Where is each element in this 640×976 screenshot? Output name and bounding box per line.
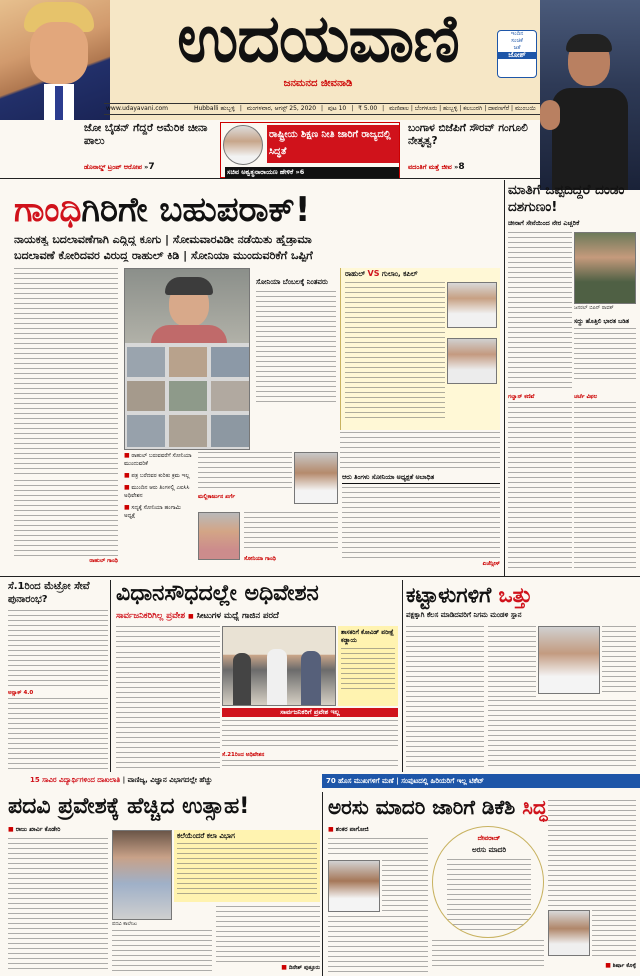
art-box [174,830,320,902]
sonia-quote [198,512,338,572]
dks-photo [328,860,380,912]
teaser-right-kicker: ವದಂತಿಗೆ ಮತ್ತೆ ಜೀವ »8 [408,162,465,172]
mid-rule [0,576,640,577]
session-sub: ಸೆ.21ರಿಂದ ಅಧಿವೇಶನ [222,752,265,758]
rahul-quote [14,480,118,572]
workers-deck: ಪಕ್ಷಕ್ಕಾಗಿ ಕೆಲಸ ಮಾಡಿದವರಿಗೆ ನಿಗಮ ಮಂಡಳಿ ಸ್ಥಾನ [406,612,522,619]
session-deck: ಸಾರ್ವಜನಿಕರಿಗಿಲ್ಲ ಪ್ರವೇಶ ■ ಸೀಟುಗಳ ಮಧ್ಯೆ ಗಾಜಿನ ಪರದೆ [116,612,279,621]
sonia-video-photo [124,268,250,450]
sonia-supporters-box [256,278,336,408]
bottom-rule [322,792,323,976]
dks-body-2 [382,860,428,912]
masthead-subtitle: ಜನಮನದ ಜೀವನಾಡಿ [283,78,353,89]
azad-photo [447,282,497,328]
page-count: ಪುಟ 10 [327,105,347,112]
bullet-2: ■ ಪತ್ರ ಬರೆದವರ ಕುರಿತು ಕ್ರಮ ಇಲ್ಲ [124,472,190,479]
dks-byline: ■ ಶಂಕರ ಪಾಗೋಜಿ [328,826,369,833]
ganguly-photo [540,0,640,190]
china-sub2: ಚರ್ಚೆ ವಿಫಲ [574,394,598,400]
kharge-photo [294,452,338,504]
arasu-circle [432,826,544,938]
teaser-center-kicker: ಸಚಿವ ಅಶ್ವತ್ಥನಾರಾಯಣ ಹೇಳಿಕೆ »6 [225,167,399,178]
teaser-right[interactable] [404,120,540,176]
strip-left: 15 ಸಾವಿರ ವಿದ್ಯಾರ್ಥಿಗಳಿಂದ ದಾಖಲಾತಿ | ವಾಣಿಜ್ಯ, ವಿಜ್ಞಾನ ವಿಭಾಗದಲ್ಲೇ ಹೆಚ್ಚು [30,776,213,784]
china-side-title: ಸದ್ದು ಹೊತ್ತಿಲಿ ಭಾರತ ಬಡಿತ [574,318,630,325]
kharge-quote [198,452,338,508]
kharge-quote-by: ಮಲ್ಲಿಕಾರ್ಜುನ ಖರ್ಗೆ [198,494,236,500]
masthead-title: ಉದಯವಾಣಿ [177,0,459,77]
trump-photo [0,0,110,120]
agency: ಏಜೆನ್ಸೀಸ್ [482,560,500,567]
metro-body-1 [8,610,108,686]
six-months-title: ಆರು ತಿಂಗಳು ಸೋನಿಯಾ ಅಧ್ಯಕ್ಷತೆ ಅಬಾಧಿತ [342,474,500,484]
china-sub1: ಗಲ್ವಾನ್ ಕಣಿವೆ [508,394,535,400]
workers-body-1 [406,626,484,770]
joke-badge [497,30,537,78]
rahul-vs-azad-box [340,268,500,430]
workers-body-4 [488,700,636,770]
rahul-vs-title: ರಾಹುಲ್ VS ಗುಲಾಂ, ಕಪಿಲ್ [345,269,418,278]
right-col-rule [504,180,505,576]
session-headline: ವಿಧಾನಸೌಧದಲ್ಲೇ ಅಧಿವೇಶನ [116,581,319,606]
metro-rule [110,580,111,772]
teaser-center[interactable] [220,122,400,178]
lead-body-col1 [14,268,118,424]
china-deck: ಚೀನಾಗೆ ಸೇನೆಯಿಂದ ನೇರ ಎಚ್ಚರಿಕೆ [508,220,580,227]
minister-photo [223,125,263,165]
teaser-right-headline: ಬಂಗಾಳ ಬಿಜೆಪಿಗೆ ಸೌರವ್ ಗಂಗೂಲಿ ನೇತೃತ್ವ? [408,122,528,147]
china-headline: ಮಾತಿಗೆ ಒಪ್ಪದಿದ್ದರೆ ದಂಡಂ ದಶಗುಣಂ! [508,182,625,215]
session-caption: ಸಾರ್ವಜನಿಕರಿಗೆ ಪ್ರವೇಶ ಇಲ್ಲ [222,708,398,717]
dks-body-4 [548,800,636,908]
session-body-2 [116,652,220,770]
rawat-caption: ಜನರಲ್ ಬಿಪಿನ್ ರಾವತ್ [574,305,614,311]
rawat-photo [574,232,636,304]
arasu-circle-title: ಅರಸು ಮಾದರಿ [471,846,507,854]
degree-credit: ■ ದಿನೇಶ್ ಪುತ್ತೂರು [281,964,320,971]
metro-headline: ಸೆ.1ರಿಂದ ಮೆಟ್ರೋ ಸೇವೆ ಪುನಾರಂಭ? [8,581,90,605]
degree-body-2 [112,930,212,972]
top-rule [0,178,540,179]
degree-byline: ■ ರಾಜು ಖಾರ್ವಿ ಕೊಡೇರಿ [8,826,61,833]
yediyurappa-photo [538,626,600,694]
lead-bullets [124,452,194,572]
teaser-left-headline: ಜೋ ಬೈಡನ್ ಗೆದ್ದರೆ ಅಮೆರಿಕ ಚೀನಾ ಪಾಲು [84,122,208,147]
lead-deck-2: ಬದಲಾವಣೆ ಕೋರಿದವರ ವಿರುದ್ಧ ರಾಹುಲ್ ಕಿಡಿ | ಸೋನಿಯಾ ಮುಂದುವರಿಕೆಗೆ ಒಪ್ಪಿಗೆ [14,250,313,262]
degree-body-3 [216,906,320,964]
degree-body-1 [8,838,108,972]
china-body-1 [508,232,572,308]
session-quote-box [338,626,398,706]
session-body-1 [116,626,220,650]
badge-line4: ಜೋಶ್ [498,52,536,59]
teaser-center-headline: ರಾಷ್ಟ್ರೀಯ ಶಿಕ್ಷಣ ನೀತಿ ಜಾರಿಗೆ ರಾಜ್ಯದಲ್ಲಿ ಸಿದ್ಧತೆ [269,129,391,157]
bullet-1: ■ ರಾಹುಲ್ ಬರುವವರೆಗೆ ಸೋನಿಯಾ ಮುಂದುವರಿಕೆ [124,452,192,467]
china-body-3 [508,402,572,572]
metro-body-2 [8,698,108,770]
sonia-quote-by: ಸೋನಿಯಾ ಗಾಂಧಿ [244,556,276,562]
lead-body-col2 [14,428,118,476]
teaser-left-kicker: ಡೊನಾಲ್ಡ್ ಟ್ರಂಪ್ ಆರೋಪ »7 [84,162,155,172]
devaraj-photo [548,910,590,956]
dks-body-6 [432,940,544,970]
lead-headline: ಗಾಂಧಿಗಿರಿಗೇ ಬಹುಪರಾಕ್! [14,190,311,230]
badge-line1: ಇಂದಿನ [510,31,524,37]
teaser-left[interactable] [80,120,212,176]
badge-line2: ಸಂಚಿಕೆ [511,38,523,44]
session-quote-title: ಶಾಸಕರಿಗೆ ಕೋವಿಡ್ ಪರೀಕ್ಷೆ ಕಡ್ಡಾಯ [341,629,394,644]
china-side-box [574,318,636,392]
degree-photo-caption: ಪದವಿ ಕಾಲೇಜು [112,921,138,927]
workers-headline: ಕಟ್ಟಾಳುಗಳಿಗೆ ಒತ್ತು [406,583,533,607]
cities: ಮಣಿಪಾಲ | ಬೆಂಗಳೂರು | ಹುಬ್ಬಳ್ಳಿ | ಕಲಬುರಗಿ | ದಾವಣಗೆರೆ | ಮುಂಬಯಿ [389,105,536,112]
art-box-title: ಕಲೆಯೆಂದರೆ ಕಲಾ ವಿಭಾಗ [177,832,235,840]
dks-body-5 [592,910,636,956]
rahul-quote-by: ರಾಹುಲ್ ಗಾಂಧಿ [89,558,118,564]
students-photo [112,830,172,920]
edition: Hubballi ಹುಬ್ಬಳ್ಳಿ [193,105,235,112]
china-body-4 [574,402,636,572]
china-body-2 [508,312,572,392]
strip-right: 70 ಹೊಸ ಮುಖಗಳಿಗೆ ಮಣೆ | ಸಂಪುಟದಲ್ಲಿ ಹಿರಿಯರಿಗೆ ಇಲ್ಲ ಟಿಕೆಟ್ [322,774,640,788]
workers-body-2 [488,626,536,700]
sibal-photo [447,338,497,384]
bullet-4: ■ ಸದ್ಯಕ್ಕೆ ಸೋನಿಯಾ ಹಂಗಾಮಿ ಅಧ್ಯಕ್ಷೆ [124,504,181,519]
sonia-small-photo [198,512,240,560]
rahul-body-under [340,432,500,468]
website[interactable]: www.udayavani.com [106,105,169,112]
dks-credit: ■ ಶಿರ್ಷಾ ಕೊಳ್ಳೆ [605,962,636,969]
sonia-box-title: ಸೋನಿಯಾ ಬೆಂಬಲಕ್ಕೆ ನಿಂತವರು [256,278,328,286]
session-body-3 [222,720,398,750]
date: ಮಂಗಳವಾರ, ಆಗಸ್ಟ್ 25, 2020 [246,105,317,112]
session-body-4 [222,760,398,770]
six-months-box [342,474,500,572]
bullet-3: ■ ಮುಂದಿನ ಆರು ತಿಂಗಳಲ್ಲಿ ಎಐಸಿಸಿ ಅಧಿವೇಶನ [124,484,190,499]
degree-headline: ಪದವಿ ಪ್ರವೇಶಕ್ಕೆ ಹೆಚ್ಚಿದ ಉತ್ಸಾಹ! [8,794,250,819]
session-rule [402,580,403,772]
metro-sub: ಅನ್ಲಾಕ್ 4.0 [8,690,34,696]
badge-line3: ಜತೆ [513,45,521,51]
price: ₹ 5.00 [358,105,378,112]
lead-deck-1: ನಾಯಕತ್ವ ಬದಲಾವಣೆಗಾಗಿ ಎದ್ದಿದ್ದ ಕೂಗು | ಸೋಮವಾರವಿಡೀ ನಡೆಯಿತು ಹೈಡ್ರಾಮಾ [14,234,312,246]
dks-body-3 [328,916,428,972]
arasu-circle-label: ದೇವರಾಜ್ [477,834,501,842]
workers-body-3 [602,626,636,694]
session-photo [222,626,336,706]
dks-body-1 [328,838,428,858]
dks-headline: ಅರಸು ಮಾದರಿ ಜಾರಿಗೆ ಡಿಕೆಶಿ ಸಿದ್ಧ [328,795,548,819]
dateline-strip: www.udayavani.com Hubballi ಹುಬ್ಬಳ್ಳಿ | ಮಂಗಳವಾರ, ಆಗಸ್ಟ್ 25, 2020 | ಪುಟ 10 | ₹ 5.00 | ಮಣಿಪಾಲ | ಬೆಂಗಳೂರು | ಹುಬ್ಬಳ್ಳಿ | ಕಲಬುರಗಿ | ದಾವಣಗೆರೆ | ಮುಂಬಯಿ [104,103,540,115]
